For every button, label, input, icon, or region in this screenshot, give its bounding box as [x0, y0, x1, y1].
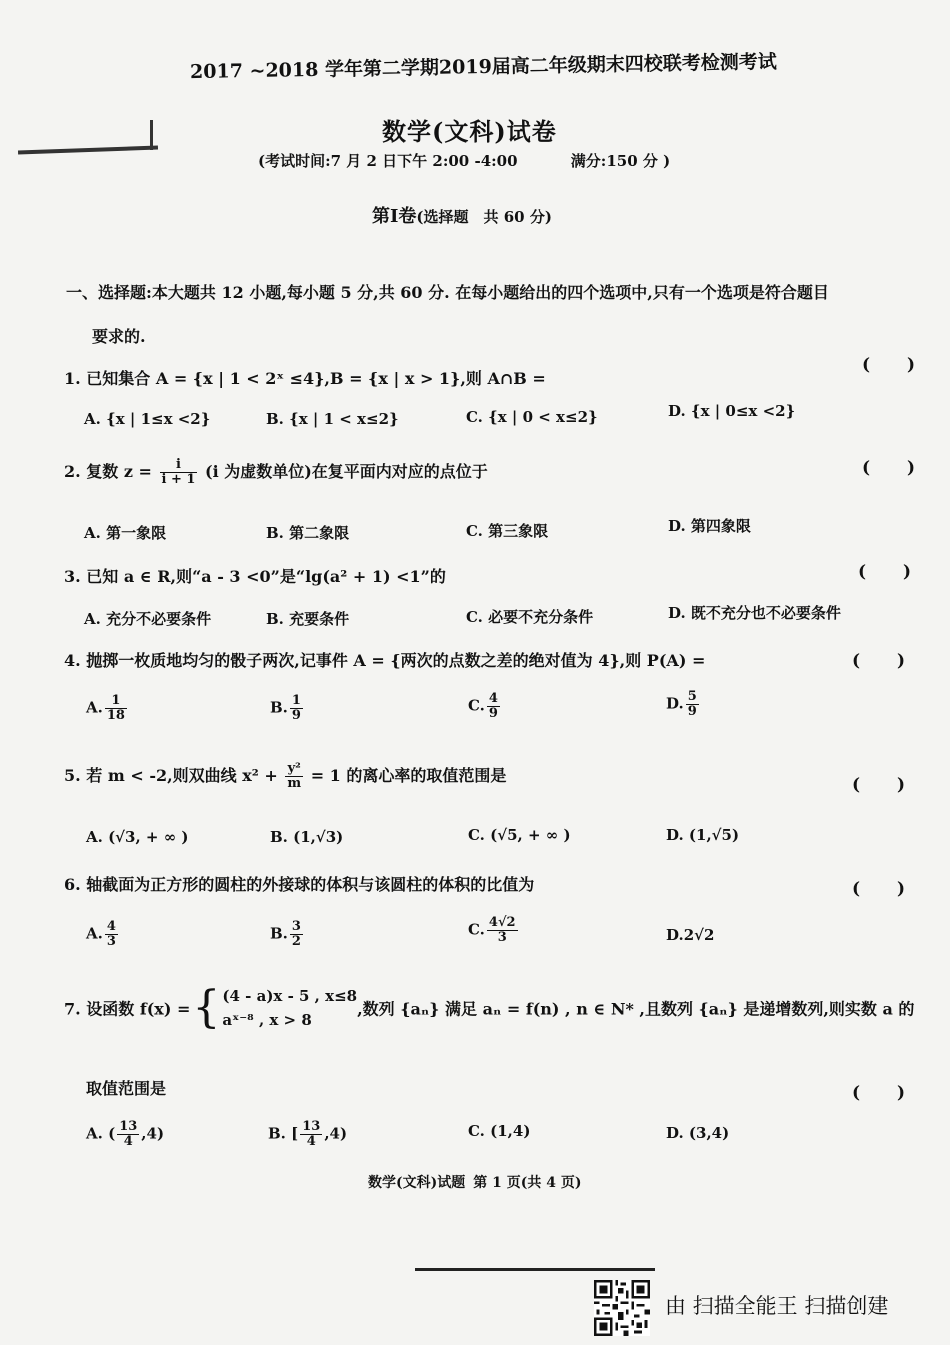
question-1-option-c: C. {x | 0 < x≤2}: [466, 408, 598, 426]
fraction: $\frac{\text{y²}}{m}$: [287, 761, 302, 791]
fraction: $\frac{13}{4}$: [302, 1119, 321, 1149]
answer-parentheses: ( ): [852, 1083, 907, 1103]
exam-info: [258, 150, 670, 171]
question-3-option-b: B. 充要条件: [266, 610, 350, 628]
footer-page-number: 第 1 页(共 4 页): [473, 1175, 582, 1191]
piecewise-cases: (4 - a)x - 5 , x≤8 aˣ⁻⁸ , x > 8: [222, 987, 358, 1029]
question-7-option-b: B. [ $\frac{13}{4}$ ,4): [268, 1119, 348, 1149]
question-1-option-b: B. {x | 1 < x≤2}: [266, 410, 399, 428]
question-1-option-a: A. {x | 1≤x <2}: [84, 410, 211, 428]
scanner-watermark: 由 扫描全能王 扫描创建: [665, 1294, 889, 1318]
question-5-stem: 5. 若 m < -2,则双曲线 x² + $\frac{\text{y²}}{m}$ = 1 的离心率的取值范围是: [64, 761, 507, 791]
scan-edge-mark: [18, 146, 158, 155]
question-3-stem: 3. 已知 a ∈ R,则“a - 3 <0”是“lg(a² + 1) <1”的: [64, 567, 446, 586]
question-7-stem-line2: 取值范围是: [86, 1079, 167, 1098]
fraction: $\frac{4}{9}$: [488, 691, 498, 721]
question-6-option-a: A. $\frac{4}{3}$: [86, 919, 116, 949]
divider: [415, 1268, 655, 1271]
question-4-option-b: B. $\frac{1}{9}$: [270, 693, 301, 723]
fraction: $\frac{i}{i + 1}$: [161, 457, 196, 487]
question-4-option-a: A. $\frac{1}{18}$: [86, 693, 125, 723]
question-6-option-d: D.2√2: [666, 926, 715, 944]
fraction: $\frac{1}{9}$: [291, 693, 301, 723]
section-heading: [372, 202, 552, 228]
question-2-option-a: A. 第一象限: [84, 524, 167, 542]
question-4-option-d: D. $\frac{5}{9}$: [666, 689, 697, 719]
answer-parentheses: ( ): [858, 562, 913, 582]
question-6-stem: 6. 轴截面为正方形的圆柱的外接球的体积与该圆柱的体积的比值为: [64, 875, 535, 894]
fraction: $\frac{4}{3}$: [106, 919, 116, 949]
fraction: $\frac{4√2}{3}$: [488, 915, 516, 945]
question-5-option-d: D. (1,√5): [666, 826, 740, 844]
answer-parentheses: ( ): [852, 775, 907, 795]
exam-title: 2017 ~2018 学年第二学期2019届高二年级期末四校联考检测考试: [189, 50, 777, 84]
question-3-option-a: A. 充分不必要条件: [84, 610, 212, 628]
fraction: $\frac{5}{9}$: [687, 689, 697, 719]
question-7-option-c: C. (1,4): [468, 1122, 531, 1140]
qr-code-icon: [594, 1280, 650, 1336]
section-subtitle: (选择题 共 60 分): [416, 208, 552, 226]
question-6-option-b: B. $\frac{3}{2}$: [270, 919, 301, 949]
question-7-stem: 7. 设函数 f(x) ={ (4 - a)x - 5 , x≤8 aˣ⁻⁸ , x > 8 ,数列 {aₙ} 满足 aₙ = f(n) , n ∈ N* ,且数列 {aₙ} 是递增数列,则实数 a 的: [64, 982, 915, 1033]
question-2-stem: 2. 复数 z = $\frac{i}{i + 1}$ (i 为虚数单位)在复平面内对应的点位于: [64, 457, 488, 487]
fraction: $\frac{1}{18}$: [106, 693, 125, 723]
question-7-option-d: D. (3,4): [666, 1124, 730, 1142]
fraction: $\frac{3}{2}$: [291, 919, 301, 949]
question-2-option-b: B. 第二象限: [266, 524, 350, 542]
page-footer: [368, 1172, 581, 1192]
question-3-option-c: C. 必要不充分条件: [466, 608, 594, 626]
question-6-option-c: C. $\frac{4√2}{3}$: [468, 915, 516, 945]
question-5-option-c: C. (√5, + ∞ ): [468, 826, 571, 844]
question-2-option-d: D. 第四象限: [668, 517, 751, 535]
paper-title: 数学(文科)试卷: [382, 117, 557, 146]
instructions-line: 要求的.: [92, 327, 146, 346]
section-title: 第Ⅰ卷: [372, 206, 417, 227]
question-1-stem: 1. 已知集合 A = {x | 1 < 2ˣ ≤4},B = {x | x > 1},则 A∩B =: [64, 369, 546, 388]
answer-parentheses: ( ): [862, 355, 917, 375]
footer-subject: 数学(文科)试题: [368, 1175, 466, 1191]
question-4-stem: 4. 抛掷一枚质地均匀的骰子两次,记事件 A = {两次的点数之差的绝对值为 4},则 P(A) =: [64, 651, 706, 670]
exam-time: (考试时间:7 月 2 日下午 2:00 -4:00: [258, 152, 518, 170]
answer-parentheses: ( ): [852, 651, 907, 671]
full-score: 满分:150 分 ): [570, 152, 671, 170]
answer-parentheses: ( ): [852, 879, 907, 899]
brace: {: [192, 982, 221, 1033]
question-4-option-c: C. $\frac{4}{9}$: [468, 691, 498, 721]
fraction: $\frac{13}{4}$: [119, 1119, 138, 1149]
question-5-option-b: B. (1,√3): [270, 828, 344, 846]
question-3-option-d: D. 既不充分也不必要条件: [668, 604, 841, 622]
question-7-option-a: A. ( $\frac{13}{4}$ ,4): [86, 1119, 165, 1149]
instructions-line: 一、选择题:本大题共 12 小题,每小题 5 分,共 60 分. 在每小题给出的四个选项中,只有一个选项是符合题目: [66, 283, 829, 302]
question-1-option-d: D. {x | 0≤x <2}: [668, 402, 796, 420]
scan-edge-mark: [150, 120, 153, 150]
question-5-option-a: A. (√3, + ∞ ): [86, 828, 189, 846]
answer-parentheses: ( ): [862, 458, 917, 478]
question-2-option-c: C. 第三象限: [466, 522, 549, 540]
